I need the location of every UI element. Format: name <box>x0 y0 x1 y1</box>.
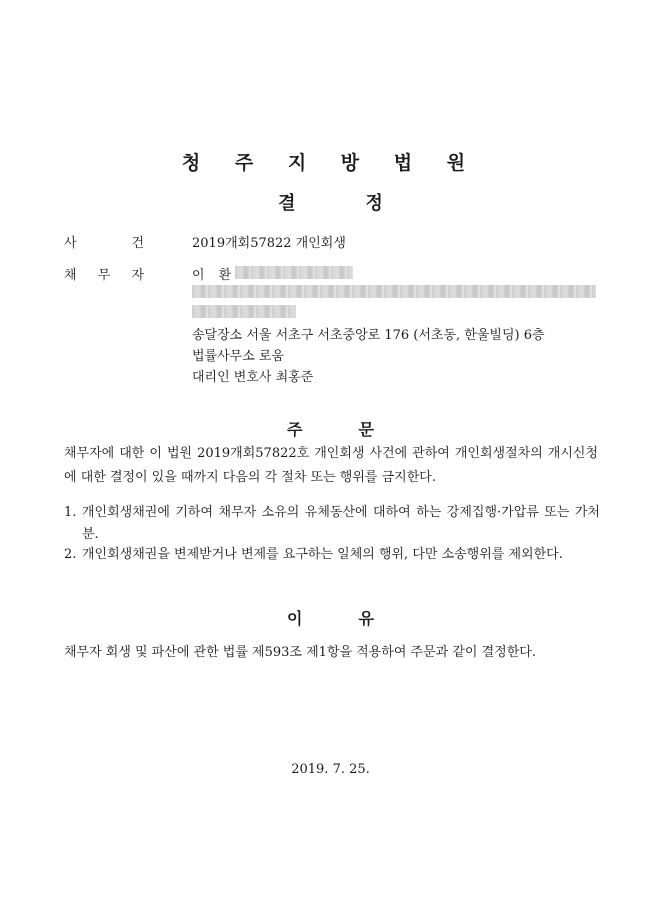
reason-heading: 이 유 <box>287 609 374 628</box>
reason-text: 채무자 회생 및 파산에 관한 법률 제593조 제1항을 적용하여 주문과 같이 결정한다. <box>64 645 536 660</box>
agent-lawyer: 대리인 변호사 최홍준 <box>192 370 314 385</box>
redacted-address <box>192 285 596 298</box>
order-item: 1. 개인회생채권에 기하여 채무자 소유의 유체동산에 대하여 하는 강제집행·가압류 또는 가처분. <box>64 505 600 542</box>
case-label: 사 건 <box>64 236 144 251</box>
document-type <box>0 189 661 215</box>
order-item: 2. 개인회생채권을 변제받거나 변제를 요구하는 일체의 행위, 다만 소송행위를 제외한다. <box>64 547 563 562</box>
debtor-label: 채 무 자 <box>64 268 144 283</box>
court-name: 청 주 지 방 법 원 <box>181 152 480 174</box>
debtor-name: 이 환 <box>192 268 232 283</box>
redacted-address-cont <box>192 305 296 318</box>
decision-date: 2019. 7. 25. <box>291 762 370 777</box>
law-firm: 법률사무소 로움 <box>192 349 285 364</box>
order-heading: 주 문 <box>287 420 374 439</box>
redacted-name <box>235 266 353 279</box>
delivery-place: 송달장소 서울 서초구 서초중앙로 176 (서초동, 한울빌딩) 6층 <box>192 328 545 343</box>
document-type-right: 정 <box>365 193 383 214</box>
case-number: 2019개회57822 개인회생 <box>192 236 346 251</box>
order-intro: 채무자에 대한 이 법원 2019개회57822호 개인회생 사건에 관하여 개인회생절차의 개시신청에 대한 결정이 있을 때까지 다음의 각 절차 또는 행위를 금지한다. <box>64 446 598 485</box>
document-type-left: 결 <box>278 193 296 214</box>
